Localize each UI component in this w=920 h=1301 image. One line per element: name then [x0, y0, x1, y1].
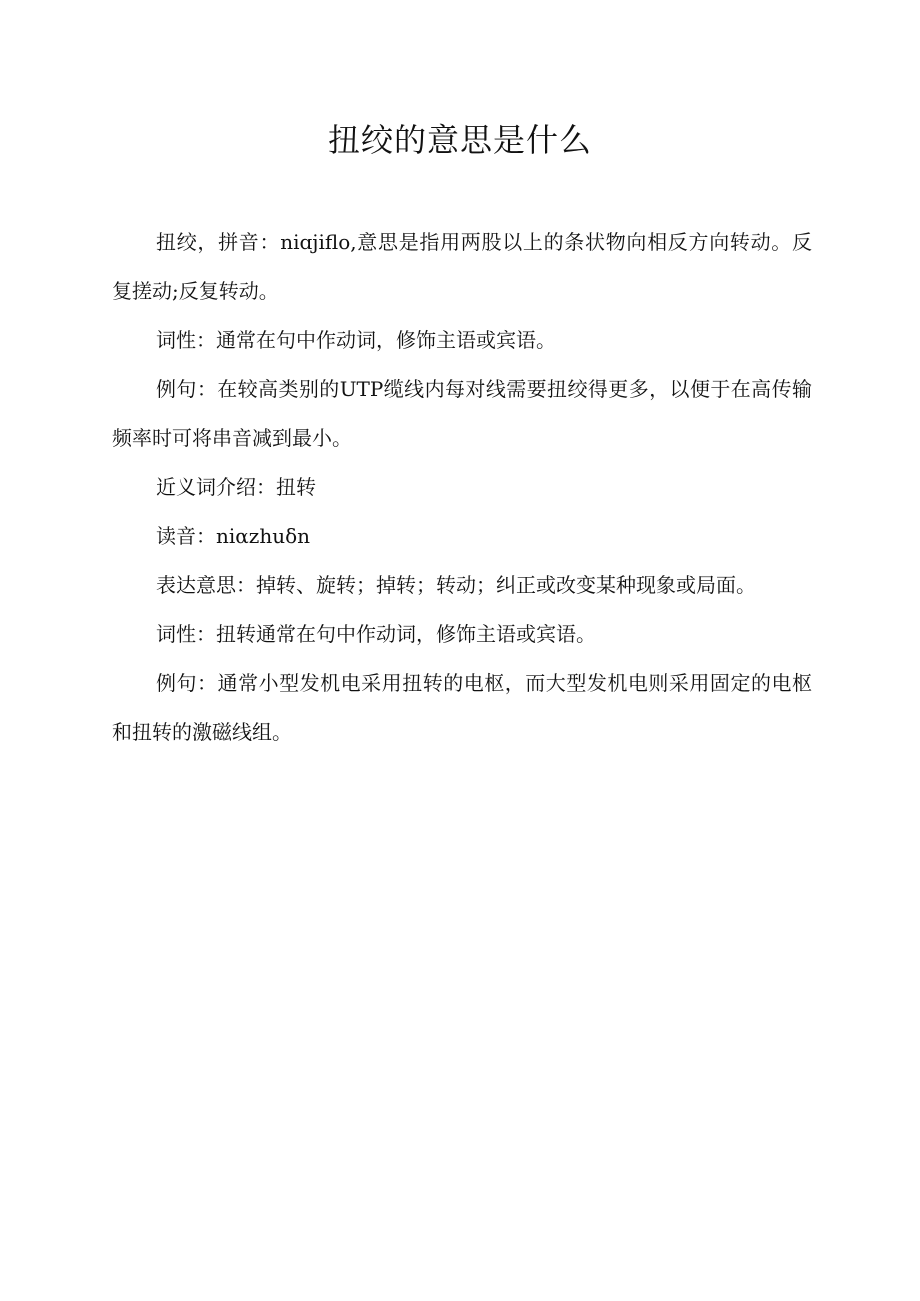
paragraph-meaning: 表达意思：掉转、旋转；掉转；转动；纠正或改变某种现象或局面。 [156, 573, 756, 597]
paragraph-synonym: 近义词介绍：扭转 [156, 475, 316, 499]
paragraph-synonym-example: 例句：通常小型发机电采用扭转的电枢，而大型发机电则采用固定的电枢和扭转的激磁线组。 [112, 671, 812, 744]
paragraph-synonym-part-of-speech: 词性：扭转通常在句中作动词，修饰主语或宾语。 [156, 622, 596, 646]
paragraph-part-of-speech: 词性：通常在句中作动词，修饰主语或宾语。 [156, 328, 556, 352]
document-body [112, 218, 812, 757]
page-title: 扭绞的意思是什么 [327, 121, 592, 159]
paragraph-pronunciation: 读音：niαzhuδn [156, 524, 311, 548]
paragraph-definition: 扭绞，拼音：niɑjiflo,意思是指用两股以上的条状物向相反方向转动。反复搓动;反复转动。 [112, 230, 812, 303]
paragraph-example: 例句：在较高类别的UTP缆线内每对线需要扭绞得更多，以便于在高传输频率时可将串音减到最小。 [112, 377, 812, 450]
